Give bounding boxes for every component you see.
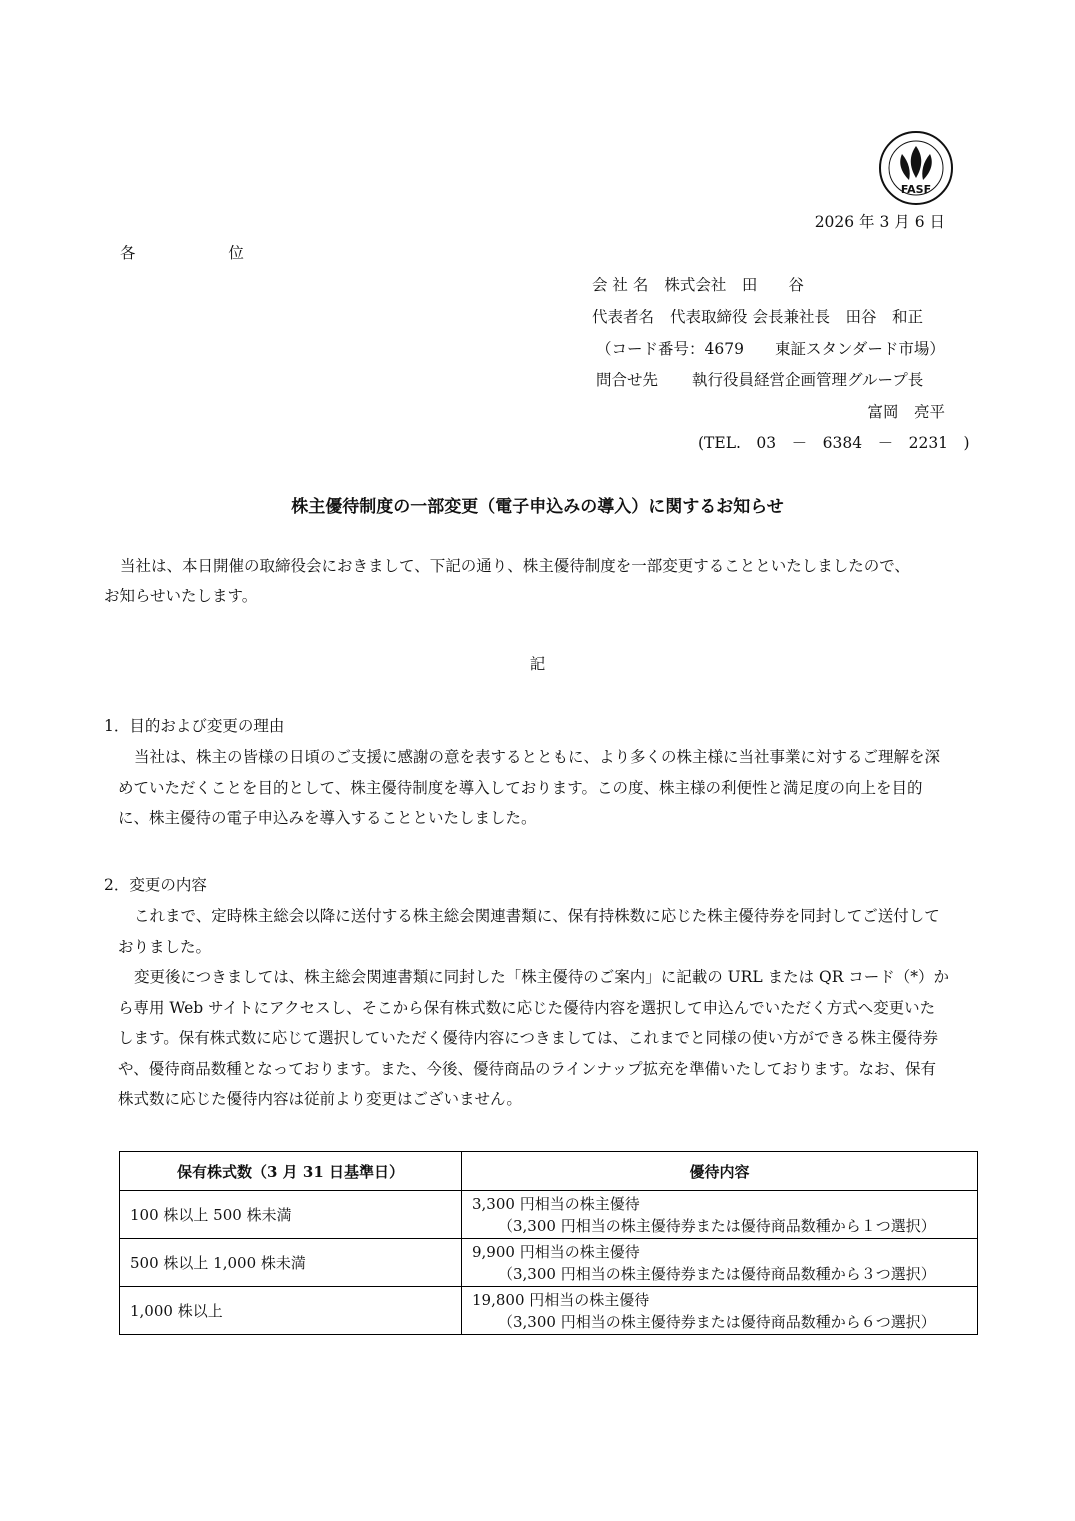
benefit-cell — [462, 1287, 978, 1335]
section2-heading: 2．変更の内容 — [104, 876, 207, 894]
benefit-detail: （3,300 円相当の株主優待券または優待商品数種から６つ選択） — [498, 1312, 936, 1331]
intro-line-2: お知らせいたします。 — [104, 587, 258, 605]
contact-tel: (TEL. 03 － 6384 － 2231 ) — [698, 434, 970, 452]
addressee: 各 位 — [120, 244, 288, 262]
fasf-seal-logo — [878, 130, 954, 206]
intro-paragraph — [104, 551, 949, 611]
representative-label: 代表者名 — [592, 308, 655, 326]
company-name-value: 株式会社 田 谷 — [664, 276, 804, 294]
contact-label: 問合せ先 — [596, 371, 659, 389]
benefit-detail: （3,300 円相当の株主優待券または優待商品数種から３つ選択） — [498, 1264, 936, 1283]
document-date: 2026 年 3 月 6 日 — [814, 213, 945, 231]
benefit-detail: （3,300 円相当の株主優待券または優待商品数種から１つ選択） — [498, 1216, 936, 1235]
section2-text-2: 変更後につきましては、株主総会関連書類に同封した「株主優待のご案内」に記載の URL または QR コード（*）から専用 Web サイトにアクセスし、そこから保有株式数に応じた優待内容を選択して申込んでいただく方式へ変更いたします。保有株式数に応じて選択していただく優待内容につきましては、これまでと同様の使い方ができる株主優待券や、優待商品数種となっております。また、今後、優待商品のラインナップ拡充を準備いたしております。なお、保有株式数に応じた優待内容は従前より変更はございません。 — [118, 968, 950, 1108]
header-shares: 保有株式数（3 月 31 日基準日） — [120, 1152, 462, 1191]
table-row — [120, 1287, 978, 1335]
contact-person: 富岡 亮平 — [867, 403, 945, 421]
section1-heading: 1．目的および変更の理由 — [104, 717, 285, 735]
table-row — [120, 1239, 978, 1287]
ki-heading: 記 — [529, 655, 546, 673]
representative-line — [592, 305, 923, 327]
section1-text: 当社は、株主の皆様の日頃のご支援に感謝の意を表するとともに、より多くの株主様に当社事業に対するご理解を深めていただくことを目的として、株主優待制度を導入しております。この度、株主様の利便性と満足度の向上を目的に、株主優待の電子申込みを導入することといたしました。 — [118, 748, 941, 827]
section2-text-1: これまで、定時株主総会以降に送付する株主総会関連書類に、保有持株数に応じた株主優待券を同封してご送付しておりました。 — [118, 907, 940, 956]
table-row — [120, 1191, 978, 1239]
contact-value: 執行役員経営企画管理グループ長 — [692, 371, 924, 389]
shares-cell: 500 株以上 1,000 株未満 — [120, 1239, 462, 1287]
section2-body — [118, 901, 950, 1115]
shares-cell: 100 株以上 500 株未満 — [120, 1191, 462, 1239]
benefit-amount: 3,300 円相当の株主優待 — [472, 1194, 640, 1213]
contact-line — [596, 368, 923, 390]
benefit-amount: 9,900 円相当の株主優待 — [472, 1242, 640, 1261]
benefit-amount: 19,800 円相当の株主優待 — [472, 1290, 650, 1309]
benefit-cell — [462, 1239, 978, 1287]
shares-cell: 1,000 株以上 — [120, 1287, 462, 1335]
benefit-cell — [462, 1191, 978, 1239]
document-title: 株主優待制度の一部変更（電子申込みの導入）に関するお知らせ — [291, 497, 784, 517]
section1-body — [118, 742, 950, 834]
company-name-label: 会 社 名 — [592, 276, 649, 294]
representative-value: 代表取締役 会長兼社長 田谷 和正 — [670, 308, 923, 326]
company-name-line — [592, 273, 804, 295]
seal-text: FASF — [900, 183, 932, 196]
header-benefit: 優待内容 — [462, 1152, 978, 1191]
table-header-row — [120, 1152, 978, 1191]
benefits-table — [119, 1151, 978, 1335]
intro-line-1: 当社は、本日開催の取締役会におきまして、下記の通り、株主優待制度を一部変更することといたしましたので、 — [120, 557, 910, 575]
stock-code-line: （コード番号：4679 東証スタンダード市場） — [596, 340, 945, 358]
